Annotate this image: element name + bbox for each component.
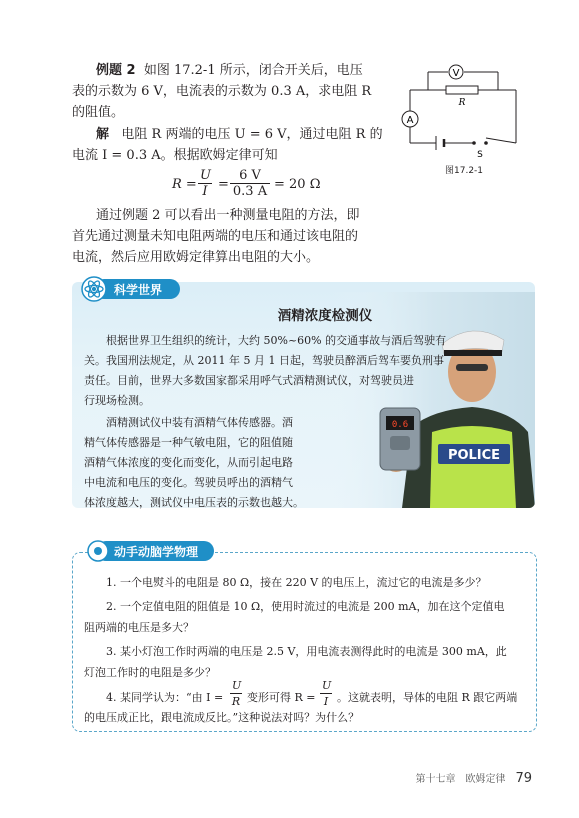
eq-frac-1-num: U <box>200 168 211 183</box>
example-text-1: 如图 17.2-1 所示，闭合开关后，电压 <box>143 63 363 78</box>
sw-p1 <box>84 331 464 411</box>
q4-frac-2 <box>320 678 332 709</box>
eq-frac-1 <box>198 168 212 199</box>
eq-frac-1-den: I <box>202 184 208 199</box>
example-block <box>96 60 386 81</box>
switch-contact <box>472 141 476 145</box>
q4-frac-1-den: R <box>231 695 241 708</box>
sw-p2-line3: 酒精气体浓度的变化而变化，从而引起电路 <box>84 456 293 469</box>
solution-text-1: 电阻 R 两端的电压 U = 6 V，通过电阻 R 的 <box>121 127 383 142</box>
circuit-diagram <box>398 58 524 178</box>
example-title: 例题 2 <box>96 63 136 78</box>
eq-equals: = <box>218 177 229 192</box>
exercise-q4-line2: 的电压成正比，跟电流成反比。”这种说法对吗？为什么？ <box>84 711 360 724</box>
device-button <box>390 436 410 450</box>
science-world-title: 酒精浓度检测仪 <box>277 308 373 324</box>
exercise-q2-line1: 2. 一个定值电阻的阻值是 10 Ω，使用时流过的电流是 200 mA，加在这个定值电 <box>106 600 505 613</box>
sw-p1-line2: 关。我国刑法规定，从 2011 年 5 月 1 日起，驾驶员醉酒后驾车要负刑事 <box>84 354 444 367</box>
eq-frac-2-den: 0.3 A <box>232 184 268 199</box>
science-world-badge <box>80 276 182 302</box>
sw-p2-line1: 酒精测试仪中装有酒精气体传感器。酒 <box>106 416 293 429</box>
exercise-badge-label: 动手动脑学物理 <box>113 545 199 559</box>
conclusion-text-1: 通过例题 2 可以看出一种测量电阻的方法，即 <box>96 208 360 223</box>
device-reading: 0.6 <box>391 420 409 430</box>
sw-p2-line2: 精气体传感器是一种气敏电阻，它的阻值随 <box>84 436 293 449</box>
sw-p1-line1: 根据世界卫生组织的统计，大约 50%~60% 的交通事故与酒后驾驶有 <box>106 334 447 347</box>
q4-suffix: 。这就表明，导体的电阻 R 跟它两端 <box>337 691 518 704</box>
sw-p2 <box>84 413 324 513</box>
sw-p2-line4: 中电流和电压的变化。驾驶员呼出的酒精气 <box>84 476 293 489</box>
exercise-q3-line2: 灯泡工作时的电阻是多少？ <box>84 666 216 679</box>
chapter-title: 第十七章 欧姆定律 <box>415 774 506 785</box>
sw-p1-line3: 责任。目前，世界大多数国家都采用呼气式酒精测试仪，对驾驶员进 <box>84 374 414 387</box>
q4-mid: 变形可得 R = <box>247 691 316 704</box>
eq-frac-2 <box>230 168 270 199</box>
exercise-q2-line2: 阻两端的电压是多大？ <box>84 621 194 634</box>
resistor-label: R <box>458 98 466 108</box>
solution-line-1 <box>96 124 383 145</box>
science-world-label: 科学世界 <box>113 283 163 297</box>
conclusion-text-2: 首先通过测量未知电阻两端的电压和通过该电阻的 <box>72 229 359 244</box>
example-text-3: 的阻值。 <box>72 105 125 120</box>
reflective-vest <box>430 426 516 508</box>
switch-label: S <box>477 150 483 160</box>
conclusion-text-3: 电流，然后应用欧姆定律算出电阻的大小。 <box>72 250 320 265</box>
example-text-2: 表的示数为 6 V，电流表的示数为 0.3 A，求电阻 R <box>72 84 372 99</box>
figure-caption: 图17.2-1 <box>445 166 484 176</box>
q4-frac-1-num: U <box>232 679 242 692</box>
ammeter-label: A <box>406 115 414 126</box>
page-footer <box>415 770 532 786</box>
q4-frac-1 <box>230 678 242 709</box>
sw-p2-line5: 体浓度越大，测试仪中电压表的示数也越大。 <box>84 496 304 509</box>
exercise-badge <box>86 538 216 564</box>
resistor-symbol <box>446 86 478 94</box>
switch-contact <box>484 141 488 145</box>
bullet-icon <box>94 547 102 555</box>
q4-prefix: 4. 某同学认为：“由 I = <box>106 691 224 704</box>
exercise-q1: 1. 一个电熨斗的电阻是 80 Ω，接在 220 V 的电压上，流过它的电流是多少？ <box>106 576 487 589</box>
eq-lhs: R = <box>172 177 197 192</box>
solution-text-2: 电流 I = 0.3 A。根据欧姆定律可知 <box>72 148 278 163</box>
switch-blade <box>486 138 516 143</box>
exercise-q4-line1 <box>106 678 526 710</box>
eq-frac-2-num: 6 V <box>230 168 270 184</box>
solution-label: 解 <box>96 127 110 142</box>
sw-p1-line4: 行现场检测。 <box>84 394 150 407</box>
vest-text: POLICE <box>447 448 501 463</box>
voltmeter-label: V <box>452 68 460 79</box>
q4-frac-2-num: U <box>322 679 332 692</box>
exercise-q3-line1: 3. 某小灯泡工作时两端的电压是 2.5 V，用电流表测得此时的电流是 300 mA，此 <box>106 645 507 658</box>
eq-result: = 20 Ω <box>274 177 321 192</box>
q4-frac-2-den: I <box>323 695 329 708</box>
page-number: 79 <box>515 771 532 786</box>
